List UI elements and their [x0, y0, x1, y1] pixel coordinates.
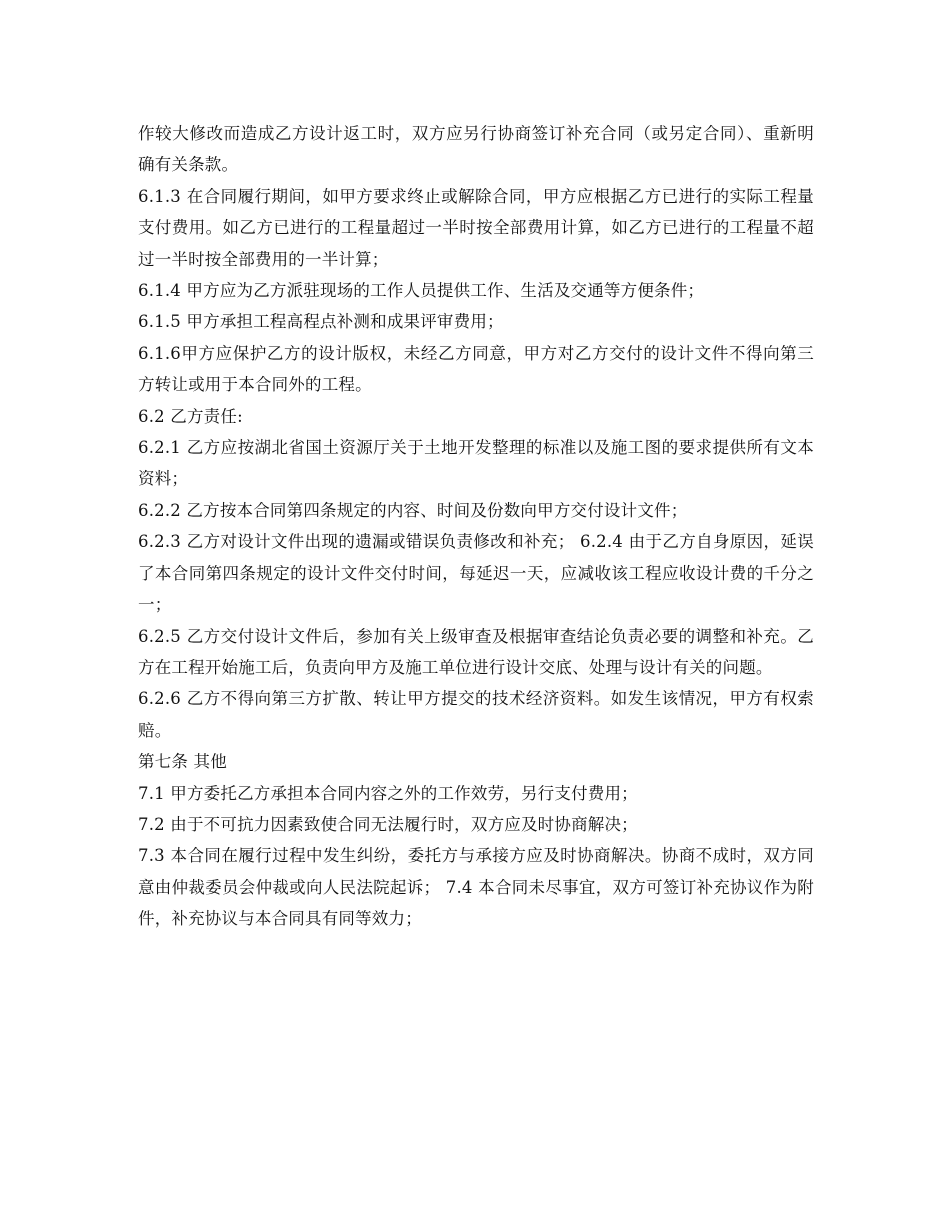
clause-6-2-3-and-6-2-4: 6.2.3 乙方对设计文件出现的遗漏或错误负责修改和补充； 6.2.4 由于乙方自身原因，延误了本合同第四条规定的设计文件交付时间，每延迟一天，应减收该工程应收设计费的千分之一；	[138, 532, 814, 615]
clause-6-2-5: 6.2.5 乙方交付设计文件后，参加有关上级审查及根据审查结论负责必要的调整和补充。乙方在工程开始施工后，负责向甲方及施工单位进行设计交底、处理与设计有关的问题。	[138, 626, 814, 677]
contract-body	[138, 118, 814, 935]
clause-6-1-3: 6.1.3 在合同履行期间，如甲方要求终止或解除合同，甲方应根据乙方已进行的实际工程量支付费用。如乙方已进行的工程量超过一半时按全部费用计算，如乙方已进行的工程量不超过一半时按全部费用的一半计算；	[138, 186, 814, 269]
clause-7-3-and-7-4: 7.3 本合同在履行过程中发生纠纷，委托方与承接方应及时协商解决。协商不成时，双方同意由仲裁委员会仲裁或向人民法院起诉； 7.4 本合同未尽事宜，双方可签订补充协议作为附件，补充协议与本合同具有同等效力；	[138, 846, 814, 929]
clause-7-1: 7.1 甲方委托乙方承担本合同内容之外的工作效劳，另行支付费用；	[138, 783, 638, 803]
clause-6-2-6: 6.2.6 乙方不得向第三方扩散、转让甲方提交的技术经济资料。如发生该情况，甲方有权索赔。	[138, 689, 814, 740]
clause-6-1-4: 6.1.4 甲方应为乙方派驻现场的工作人员提供工作、生活及交通等方便条件；	[138, 281, 705, 301]
clause-7-2: 7.2 由于不可抗力因素致使合同无法履行时，双方应及时协商解决；	[138, 814, 638, 834]
clause-6-2-1: 6.2.1 乙方应按湖北省国土资源厅关于土地开发整理的标准以及施工图的要求提供所有文本资料；	[138, 438, 814, 489]
article-7-heading: 第七条 其他	[138, 752, 227, 772]
paragraph-continuation: 作较大修改而造成乙方设计返工时，双方应另行协商签订补充合同（或另定合同）、重新明确有关条款。	[138, 124, 814, 175]
clause-6-1-5: 6.1.5 甲方承担工程高程点补测和成果评审费用；	[138, 312, 504, 332]
clause-6-2-2: 6.2.2 乙方按本合同第四条规定的内容、时间及份数向甲方交付设计文件；	[138, 500, 688, 520]
section-6-2-heading: 6.2 乙方责任:	[138, 406, 243, 426]
clause-6-1-6: 6.1.6甲方应保护乙方的设计版权，未经乙方同意，甲方对乙方交付的设计文件不得向第三方转让或用于本合同外的工程。	[138, 343, 814, 395]
